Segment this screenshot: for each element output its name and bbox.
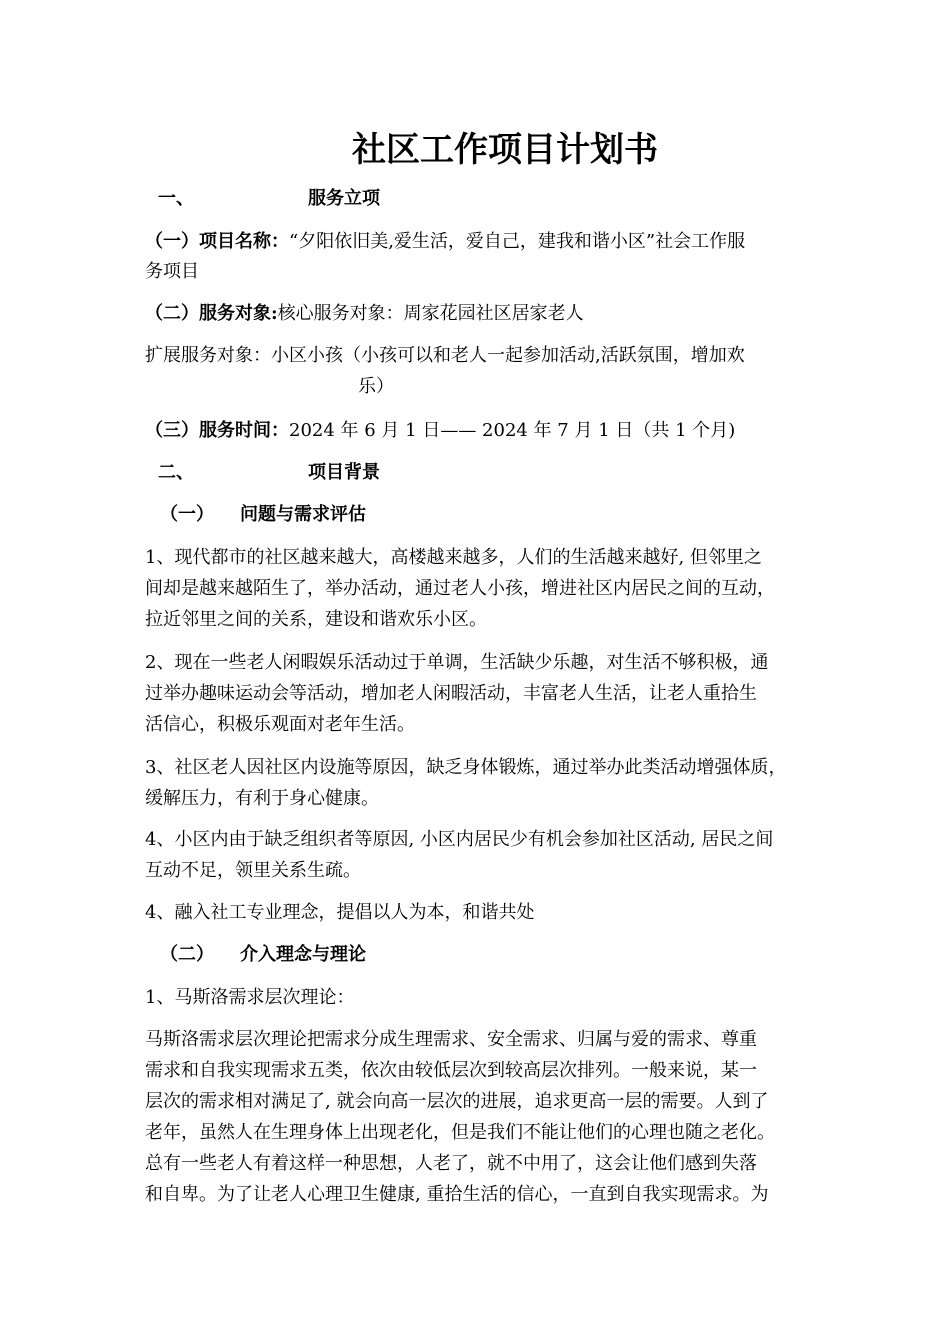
project-name-line bbox=[145, 232, 745, 252]
section-2-number: 二、 bbox=[158, 462, 194, 483]
para7-line5: 总有一些老人有着这样一种思想，人老了，就不中用了，这会让他们感到失落 bbox=[145, 1153, 757, 1174]
para3-line1: 3、社区老人因社区内设施等原因，缺乏身体锻炼，通过举办此类活动增强体质， bbox=[145, 757, 787, 778]
service-time-text: 2024 年 6 月 1 日—— 2024 年 7 月 1 日（共 1 个月) bbox=[289, 420, 736, 441]
para3-line2: 缓解压力，有利于身心健康。 bbox=[145, 788, 379, 809]
para1-line2: 间却是越来越陌生了，举办活动，通过老人小孩，增进社区内居民之间的互动， bbox=[145, 578, 775, 599]
section-1-heading: 服务立项 bbox=[308, 188, 380, 209]
page-title: 社区工作项目计划书 bbox=[352, 130, 658, 170]
target-label: （二）服务对象: bbox=[145, 303, 278, 324]
para2-line3: 活信心，积极乐观面对老年生活。 bbox=[145, 714, 415, 735]
para7-line4: 老年，虽然人在生理身体上出现老化，但是我们不能让他们的心理也随之老化。 bbox=[145, 1122, 775, 1143]
extended-target-line: 扩展服务对象：小区小孩（小孩可以和老人一起参加活动,活跃氛围，增加欢 bbox=[145, 345, 745, 366]
para7-line1: 马斯洛需求层次理论把需求分成生理需求、安全需求、归属与爱的需求、尊重 bbox=[145, 1029, 757, 1050]
para5-line1: 4、融入社工专业理念，提倡以人为本，和谐共处 bbox=[145, 902, 535, 923]
para4-line1: 4、小区内由于缺乏组织者等原因, 小区内居民少有机会参加社区活动, 居民之间 bbox=[145, 829, 774, 850]
para2-line2: 过举办趣味运动会等活动，增加老人闲暇活动，丰富老人生活，让老人重拾生 bbox=[145, 683, 757, 704]
para7-line2: 需求和自我实现需求五类，依次由较低层次到较高层次排列。一般来说，某一 bbox=[145, 1060, 757, 1081]
subsection-1-number: （一） bbox=[160, 504, 214, 525]
para6-line1: 1、马斯洛需求层次理论： bbox=[145, 987, 355, 1008]
project-name-cont: 务项目 bbox=[145, 261, 199, 282]
extended-target-cont: 乐） bbox=[358, 376, 394, 397]
para1-line1: 1、现代都市的社区越来越大，高楼越来越多，人们的生活越来越好, 但邻里之 bbox=[145, 547, 762, 568]
para4-line2: 互动不足，领里关系生疏。 bbox=[145, 860, 361, 881]
service-time-label: （三）服务时间： bbox=[145, 420, 289, 441]
target-line bbox=[145, 304, 584, 324]
subsection-2-heading: 介入理念与理论 bbox=[240, 944, 366, 965]
para7-line3: 层次的需求相对满足了, 就会向高一层次的进展，追求更高一层的需要。人到了 bbox=[145, 1091, 769, 1112]
service-time-line bbox=[145, 421, 735, 441]
para7-line6: 和自卑。为了让老人心理卫生健康, 重拾生活的信心，一直到自我实现需求。为 bbox=[145, 1184, 769, 1205]
section-2-heading: 项目背景 bbox=[308, 462, 380, 483]
target-text: 核心服务对象：周家花园社区居家老人 bbox=[277, 303, 584, 324]
project-name-label: （一）项目名称： bbox=[145, 231, 289, 252]
section-1-number: 一、 bbox=[158, 188, 194, 209]
subsection-2-number: （二） bbox=[160, 944, 214, 965]
para2-line1: 2、现在一些老人闲暇娱乐活动过于单调，生活缺少乐趣，对生活不够积极，通 bbox=[145, 652, 769, 673]
subsection-1-heading: 问题与需求评估 bbox=[240, 504, 366, 525]
project-name-text: “夕阳依旧美,爱生活，爱自己，建我和谐小区”社会工作服 bbox=[289, 231, 746, 252]
para1-line3: 拉近邻里之间的关系，建设和谐欢乐小区。 bbox=[145, 609, 487, 630]
